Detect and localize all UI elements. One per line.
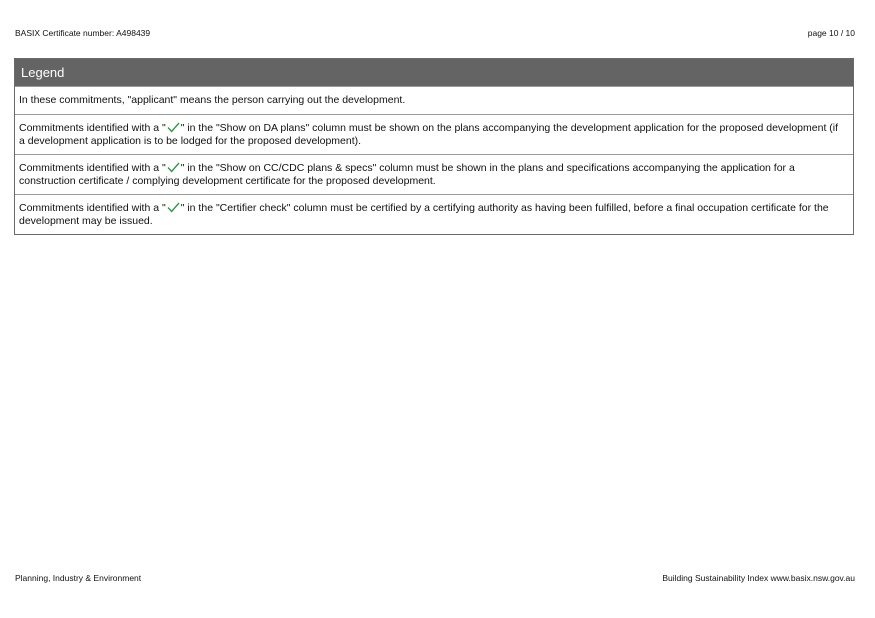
legend-text-suffix: " in the "Show on DA plans" column must be shown on the plans accompanying the development application for the proposed development (if a development application is to be lodged for the proposed development). bbox=[19, 122, 839, 147]
legend-title: Legend bbox=[15, 59, 853, 86]
legend-row-intro bbox=[15, 86, 853, 114]
legend-intro-text: In these commitments, "applicant" means the person carrying out the development. bbox=[19, 94, 406, 106]
legend-row-da-plans bbox=[15, 114, 853, 154]
legend-table bbox=[14, 58, 854, 235]
legend-row-certifier-check bbox=[15, 194, 853, 234]
footer-website: Building Sustainability Index www.basix.nsw.gov.au bbox=[662, 573, 855, 583]
legend-text-suffix: " in the "Certifier check" column must be certified by a certifying authority as having been fulfilled, before a final occupation certificate for the development may be issued. bbox=[19, 202, 829, 227]
green-checkmark-icon bbox=[167, 162, 180, 173]
legend-text-suffix: " in the "Show on CC/CDC plans & specs" column must be shown in the plans and specifications accompanying the application for a construction certificate / complying development certificate for the proposed development. bbox=[19, 162, 795, 187]
certificate-number: BASIX Certificate number: A498439 bbox=[15, 28, 151, 38]
legend-text-prefix: Commitments identified with a " bbox=[19, 122, 166, 134]
legend-text-prefix: Commitments identified with a " bbox=[19, 202, 166, 214]
page-number: page 10 / 10 bbox=[807, 28, 855, 38]
legend-text-prefix: Commitments identified with a " bbox=[19, 162, 166, 174]
green-checkmark-icon bbox=[167, 202, 180, 213]
legend-row-cc-cdc-plans bbox=[15, 154, 853, 194]
green-checkmark-icon bbox=[167, 122, 180, 133]
footer-department: Planning, Industry & Environment bbox=[15, 573, 142, 583]
